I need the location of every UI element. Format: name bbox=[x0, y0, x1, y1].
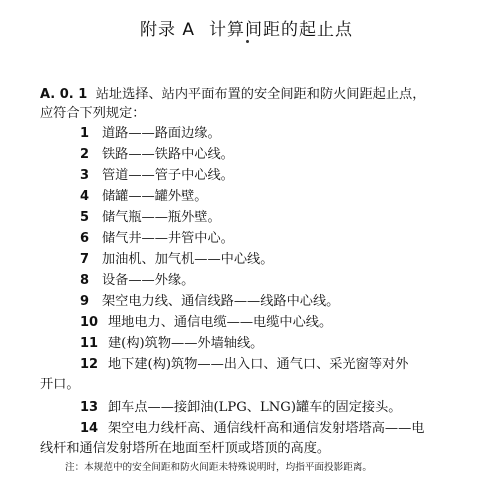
item-number: 10 bbox=[80, 315, 99, 330]
item-text: 地下建(构)筑物——出入口、通气口、采光窗等对外 bbox=[108, 357, 409, 372]
clause-line-1 bbox=[40, 87, 425, 103]
item-number: 12 bbox=[80, 357, 99, 372]
item-text: 设备——外缘。 bbox=[102, 273, 195, 288]
clause-number: A. 0. 1 bbox=[40, 87, 88, 102]
decorative-dot bbox=[246, 40, 249, 43]
appendix-label: 附录 A bbox=[139, 20, 196, 40]
item-number: 7 bbox=[80, 252, 90, 267]
list-item bbox=[80, 400, 401, 416]
list-item-continuation bbox=[40, 377, 80, 393]
item-number: 5 bbox=[80, 210, 90, 225]
list-item bbox=[80, 273, 194, 289]
item-text: 建(构)筑物——外墙轴线。 bbox=[108, 336, 264, 351]
item-number: 8 bbox=[80, 273, 90, 288]
list-item bbox=[80, 147, 234, 163]
item-number: 13 bbox=[80, 400, 99, 415]
item-text: 加油机、加气机——中心线。 bbox=[102, 252, 274, 267]
clause-text-2: 应符合下列规定： bbox=[40, 106, 146, 121]
item-text: 架空电力线、通信线路——线路中心线。 bbox=[102, 294, 340, 309]
list-item bbox=[80, 357, 408, 373]
item-text: 架空电力线杆高、通信线杆高和通信发射塔塔高——电 bbox=[108, 421, 425, 436]
item-number: 4 bbox=[80, 189, 90, 204]
appendix-title: 计算间距的起止点 bbox=[209, 20, 354, 40]
item-text: 储气瓶——瓶外壁。 bbox=[102, 210, 221, 225]
list-item bbox=[80, 210, 221, 226]
list-item bbox=[80, 315, 332, 331]
list-item bbox=[80, 421, 425, 437]
clause-line-2 bbox=[40, 106, 146, 122]
item-text: 储罐——罐外壁。 bbox=[102, 189, 208, 204]
list-item bbox=[80, 294, 339, 310]
appendix-heading bbox=[0, 15, 493, 40]
list-item bbox=[80, 336, 263, 352]
item-text: 铁路——铁路中心线。 bbox=[102, 147, 234, 162]
list-item bbox=[80, 168, 234, 184]
item-number: 6 bbox=[80, 231, 90, 246]
item-text: 储气井——井管中心。 bbox=[102, 231, 234, 246]
clause-text-1: 站址选择、站内平面布置的安全间距和防火间距起止点， bbox=[95, 87, 426, 102]
item-number: 9 bbox=[80, 294, 90, 309]
item-number: 11 bbox=[80, 336, 99, 351]
item-number: 1 bbox=[80, 126, 90, 141]
item-number: 14 bbox=[80, 421, 99, 436]
item-text: 线杆和通信发射塔所在地面至杆顶或塔顶的高度。 bbox=[40, 441, 331, 456]
item-number: 3 bbox=[80, 168, 90, 183]
list-item bbox=[80, 126, 221, 142]
footnote: 注：本规范中的安全间距和防火间距未特殊说明时，均指平面投影距离。 bbox=[65, 462, 372, 473]
list-item bbox=[80, 252, 273, 268]
item-number: 2 bbox=[80, 147, 90, 162]
item-text: 开口。 bbox=[40, 377, 80, 392]
list-item bbox=[80, 231, 234, 247]
list-item bbox=[80, 189, 208, 205]
item-text: 卸车点——接卸油(LPG、LNG)罐车的固定接头。 bbox=[108, 400, 402, 415]
item-text: 道路——路面边缘。 bbox=[102, 126, 221, 141]
item-text: 管道——管子中心线。 bbox=[102, 168, 234, 183]
list-item-continuation bbox=[40, 441, 330, 457]
item-text: 埋地电力、通信电缆——电缆中心线。 bbox=[108, 315, 333, 330]
